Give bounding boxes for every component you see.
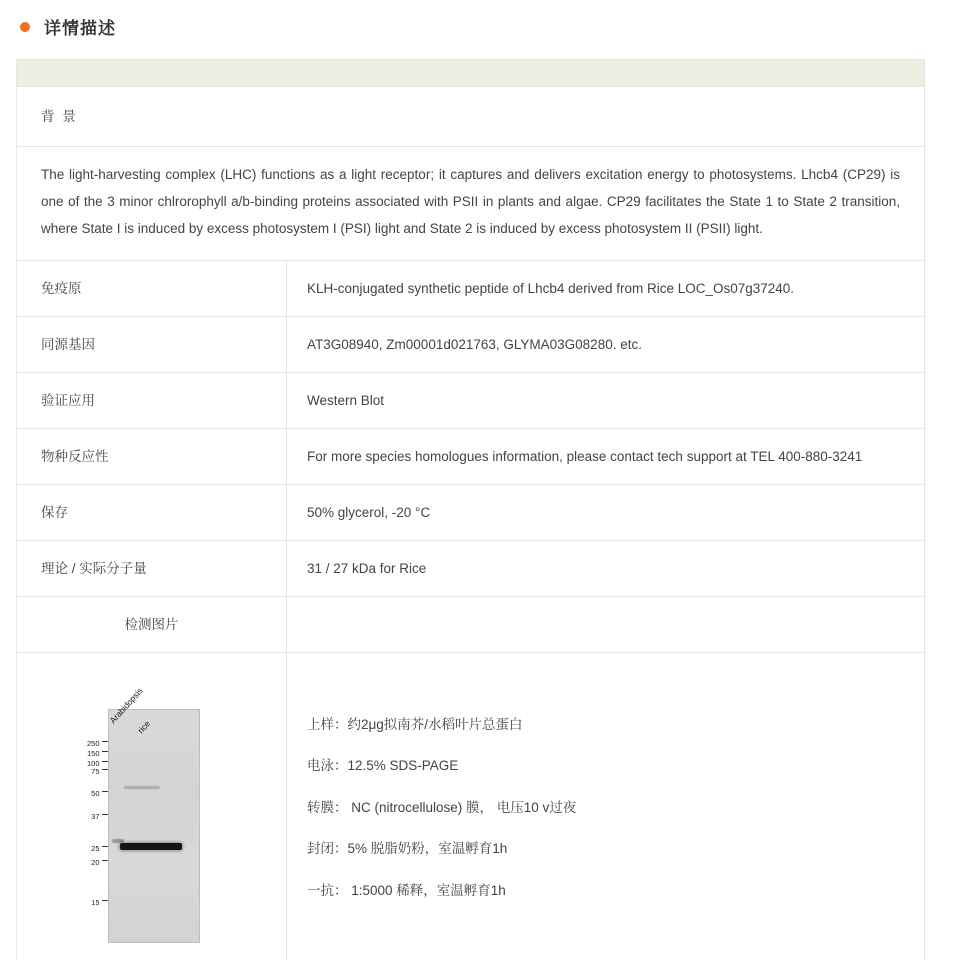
table-row xyxy=(17,485,925,541)
row-value-homologous-genes: AT3G08940, Zm00001d021763, GLYMA03G08280. etc. xyxy=(287,317,925,373)
table-row xyxy=(17,429,925,485)
table-row xyxy=(17,87,925,147)
blot-marker-dash xyxy=(102,741,108,742)
blot-marker-dash xyxy=(102,900,108,901)
page-title: 详情描述 xyxy=(44,19,116,38)
blot-marker-15: 15 xyxy=(91,898,100,907)
table-band-row xyxy=(17,60,925,87)
background-label: 背 景 xyxy=(17,87,925,147)
blot-marker-dash xyxy=(102,860,108,861)
blot-marker-dash xyxy=(102,761,108,762)
blot-lane-label-rice: rice xyxy=(135,718,152,736)
row-value-storage: 50% glycerol, -20 °C xyxy=(287,485,925,541)
row-label-molecular-weight: 理论 / 实际分子量 xyxy=(17,541,287,597)
blot-marker-dash xyxy=(102,751,108,752)
row-value-validated-applications: Western Blot xyxy=(287,373,925,429)
table-row xyxy=(17,261,925,317)
blot-marker-100: 100 xyxy=(86,759,100,768)
row-label-storage: 保存 xyxy=(17,485,287,541)
blot-marker-dash xyxy=(102,846,108,847)
blot-lane-label-arabidopsis: Arabidopsis xyxy=(107,685,145,726)
blot-marker-dash xyxy=(102,814,108,815)
table-row xyxy=(17,597,925,653)
table-band-cell xyxy=(17,60,925,87)
blot-membrane xyxy=(108,709,200,943)
row-value-molecular-weight: 31 / 27 kDa for Rice xyxy=(287,541,925,597)
blot-marker-37: 37 xyxy=(91,812,100,821)
blot-marker-dash xyxy=(102,791,108,792)
blot-marker-150: 150 xyxy=(86,749,100,758)
row-label-validated-applications: 验证应用 xyxy=(17,373,287,429)
table-row-blot xyxy=(17,653,925,960)
blot-marker-75: 75 xyxy=(91,767,100,776)
table-row xyxy=(17,373,925,429)
blot-marker-dash xyxy=(102,769,108,770)
bullet-icon xyxy=(20,22,30,32)
section-header xyxy=(0,0,956,53)
blot-marker-50: 50 xyxy=(91,789,100,798)
row-label-detection-image: 检测图片 xyxy=(17,597,287,653)
protocol-line-blocking: 封闭：5% 脱脂奶粉，室温孵育1h xyxy=(307,841,508,857)
protocol-line-primary-antibody: 一抗： 1:5000 稀释，室温孵育1h xyxy=(307,882,506,898)
row-value-detection-image xyxy=(287,597,925,653)
protocol-cell xyxy=(287,653,925,960)
western-blot-image xyxy=(72,685,232,946)
table-row xyxy=(17,317,925,373)
detail-table xyxy=(16,59,925,960)
row-label-homologous-genes: 同源基因 xyxy=(17,317,287,373)
blot-band-target xyxy=(120,843,182,850)
row-value-immunogen: KLH-conjugated synthetic peptide of Lhcb4 derived from Rice LOC_Os07g37240. xyxy=(287,261,925,317)
row-label-species-reactivity: 物种反应性 xyxy=(17,429,287,485)
protocol-line-loading: 上样：约2μg拟南芥/水稻叶片总蛋白 xyxy=(307,716,523,732)
western-blot-figure-cell xyxy=(17,653,287,960)
background-text: The light-harvesting complex (LHC) functions as a light receptor; it captures and delivers excitation energy to photosystems. Lhcb4 (CP29) is one of the 3 minor chlrorophyll a/b-binding proteins associated with PSII in plants and algae. CP29 facilitates the State 1 to State 2 transition, where State I is induced by excess photosystem I (PSI) light and State 2 is induced by excess photosystem II (PSII) light. xyxy=(17,147,925,261)
row-value-species-reactivity: For more species homologues information, please contact tech support at TEL 400-880-3241 xyxy=(287,429,925,485)
row-label-immunogen: 免疫原 xyxy=(17,261,287,317)
blot-marker-250: 250 xyxy=(86,739,100,748)
blot-marker-20: 20 xyxy=(91,858,100,867)
protocol-line-transfer: 转膜： NC (nitrocellulose) 膜， 电压10 v过夜 xyxy=(307,799,577,815)
protocol-line-electrophoresis: 电泳：12.5% SDS-PAGE xyxy=(307,758,459,774)
blot-band-faint-upper xyxy=(124,786,160,789)
table-row xyxy=(17,147,925,261)
blot-marker-25: 25 xyxy=(91,844,100,853)
table-row xyxy=(17,541,925,597)
